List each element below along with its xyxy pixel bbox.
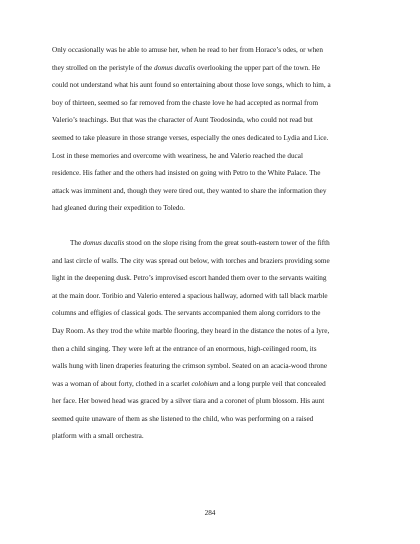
text-line: could not understand what his aunt found so entertaining about those love songs, which to him, a (52, 81, 331, 90)
text-line: Lost in these memories and overcome with weariness, he and Valerio reached the ducal (52, 151, 303, 160)
text-line: Only occasionally was he able to amuse her, when he read to her from Horace’s odes, or when (52, 46, 323, 54)
text-line: seemed quite unaware of them as she listened to the child, who was performing on a raised (52, 414, 314, 423)
text-line: boy of thirteen, seemed so far removed from the chaste love he had accepted as normal from (52, 98, 319, 107)
text-line: The domus ducalis stood on the slope rising from the great south-eastern tower of the fifth (70, 238, 330, 247)
italic-term: domus ducalis (82, 238, 125, 247)
paragraph (52, 235, 373, 446)
text-line: Day Room. As they trod the white marble flooring, they heard in the distance the notes of a lyre, (52, 326, 330, 335)
text-line: then a child singing. They were left at the entrance of an enormous, high-ceilinged room, its (52, 344, 317, 353)
text-line: residence. His father and the others had insisted on going with Petro to the White Palace. The (52, 169, 321, 178)
page-number: 284 (204, 509, 216, 517)
text-line: platform with a small orchestra. (52, 432, 144, 441)
text-line: seemed to take pleasure in those strange verses, especially the ones dedicated to Lydia and Lice. (52, 133, 329, 142)
text-line: at the main door. Toribio and Valerio entered a spacious hallway, adorned with tall black marble (52, 291, 328, 300)
paragraph (52, 42, 373, 218)
text-line: Valerio’s teachings. But that was the character of Aunt Teodosinda, who could not read but (52, 116, 313, 125)
text-line: attack was imminent and, though they were tired out, they wanted to share the information they (52, 186, 327, 195)
text-line: had gleaned during their expedition to Toledo. (52, 204, 185, 213)
text-line: light in the deepening dusk. Petro’s improvised escort handed them over to the servants waiting (52, 274, 327, 283)
body-text (52, 42, 373, 446)
text-line: and last circle of walls. The city was spread out below, with torches and braziers providing some (52, 256, 330, 265)
text-line: they strolled on the peristyle of the domus ducalis overlooking the upper part of the town. He (52, 63, 321, 72)
text-line: columns and effigies of classical gods. The servants accompanied them along corridors to the (52, 309, 321, 318)
text-line: walls hung with linen draperies featuring the crimson symbol. Seated on an acacia-wood throne (52, 362, 328, 371)
text-line: was a woman of about forty, clothed in a scarlet colobium and a long purple veil that concealed (52, 379, 326, 388)
text-line: her face. Her bowed head was graced by a silver tiara and a coronet of plum blossom. His aunt (52, 397, 325, 406)
italic-term: domus ducalis (154, 63, 196, 72)
italic-term: colobium (191, 379, 219, 388)
